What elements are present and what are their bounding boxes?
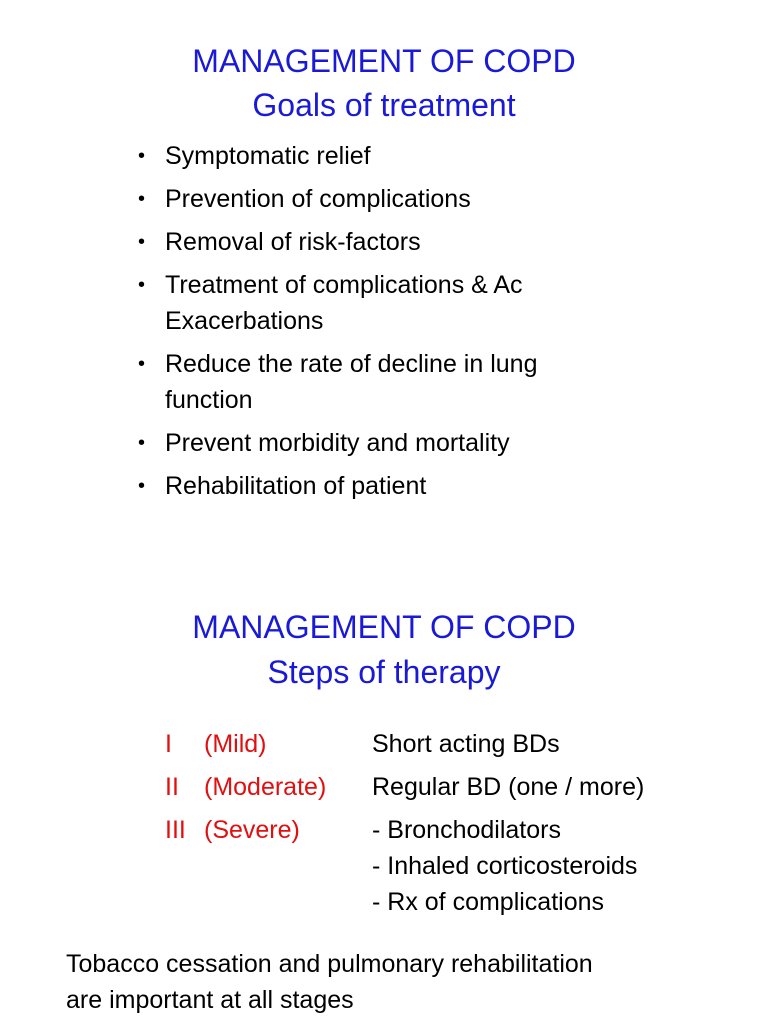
step-therapy: - Inhaled corticosteroids [372,852,638,880]
bullet-icon: • [138,274,146,296]
slide1-subtitle: Goals of treatment [252,87,516,123]
step-therapy: Short acting BDs [372,730,560,758]
goal-text: Treatment of complications & Ac [165,271,523,299]
step-severity: (Moderate) [204,773,327,801]
bullet-icon: • [138,353,146,375]
note-line: are important at all stages [66,986,354,1014]
goals-list [138,138,698,511]
step-therapy: - Rx of complications [372,888,605,916]
goal-item [138,346,698,418]
goal-item [138,138,698,174]
bullet-icon: • [138,432,146,454]
step-number: III [165,816,186,844]
bullet-icon: • [138,475,146,497]
step-therapy: Regular BD (one / more) [372,773,645,801]
goal-text-continued: Exacerbations [165,307,324,335]
footer-note [66,946,726,1018]
goal-text-continued: function [165,386,253,414]
goal-item [138,224,698,260]
goal-text: Prevention of complications [165,185,471,213]
goal-text: Removal of risk-factors [165,228,421,256]
goal-item [138,181,698,217]
step-therapy: - Bronchodilators [372,816,561,844]
goal-text: Rehabilitation of patient [165,472,427,500]
bullet-icon: • [138,231,146,253]
step-number: II [165,773,179,801]
slide2-title: MANAGEMENT OF COPD [192,609,576,645]
goal-item [138,425,698,461]
bullet-icon: • [138,188,146,210]
goal-item [138,267,698,339]
step-severity: (Mild) [204,730,267,758]
slide1-title: MANAGEMENT OF COPD [192,43,576,79]
step-number: I [165,730,172,758]
goal-text: Symptomatic relief [165,142,371,170]
step-therapy-list [372,812,637,920]
slide2-subtitle: Steps of therapy [267,654,501,690]
goal-text: Prevent morbidity and mortality [165,429,510,457]
goal-item [138,468,698,504]
step-severity: (Severe) [204,816,300,844]
note-line: Tobacco cessation and pulmonary rehabilitation [66,950,593,978]
bullet-icon: • [138,145,146,167]
goal-text: Reduce the rate of decline in lung [165,350,538,378]
